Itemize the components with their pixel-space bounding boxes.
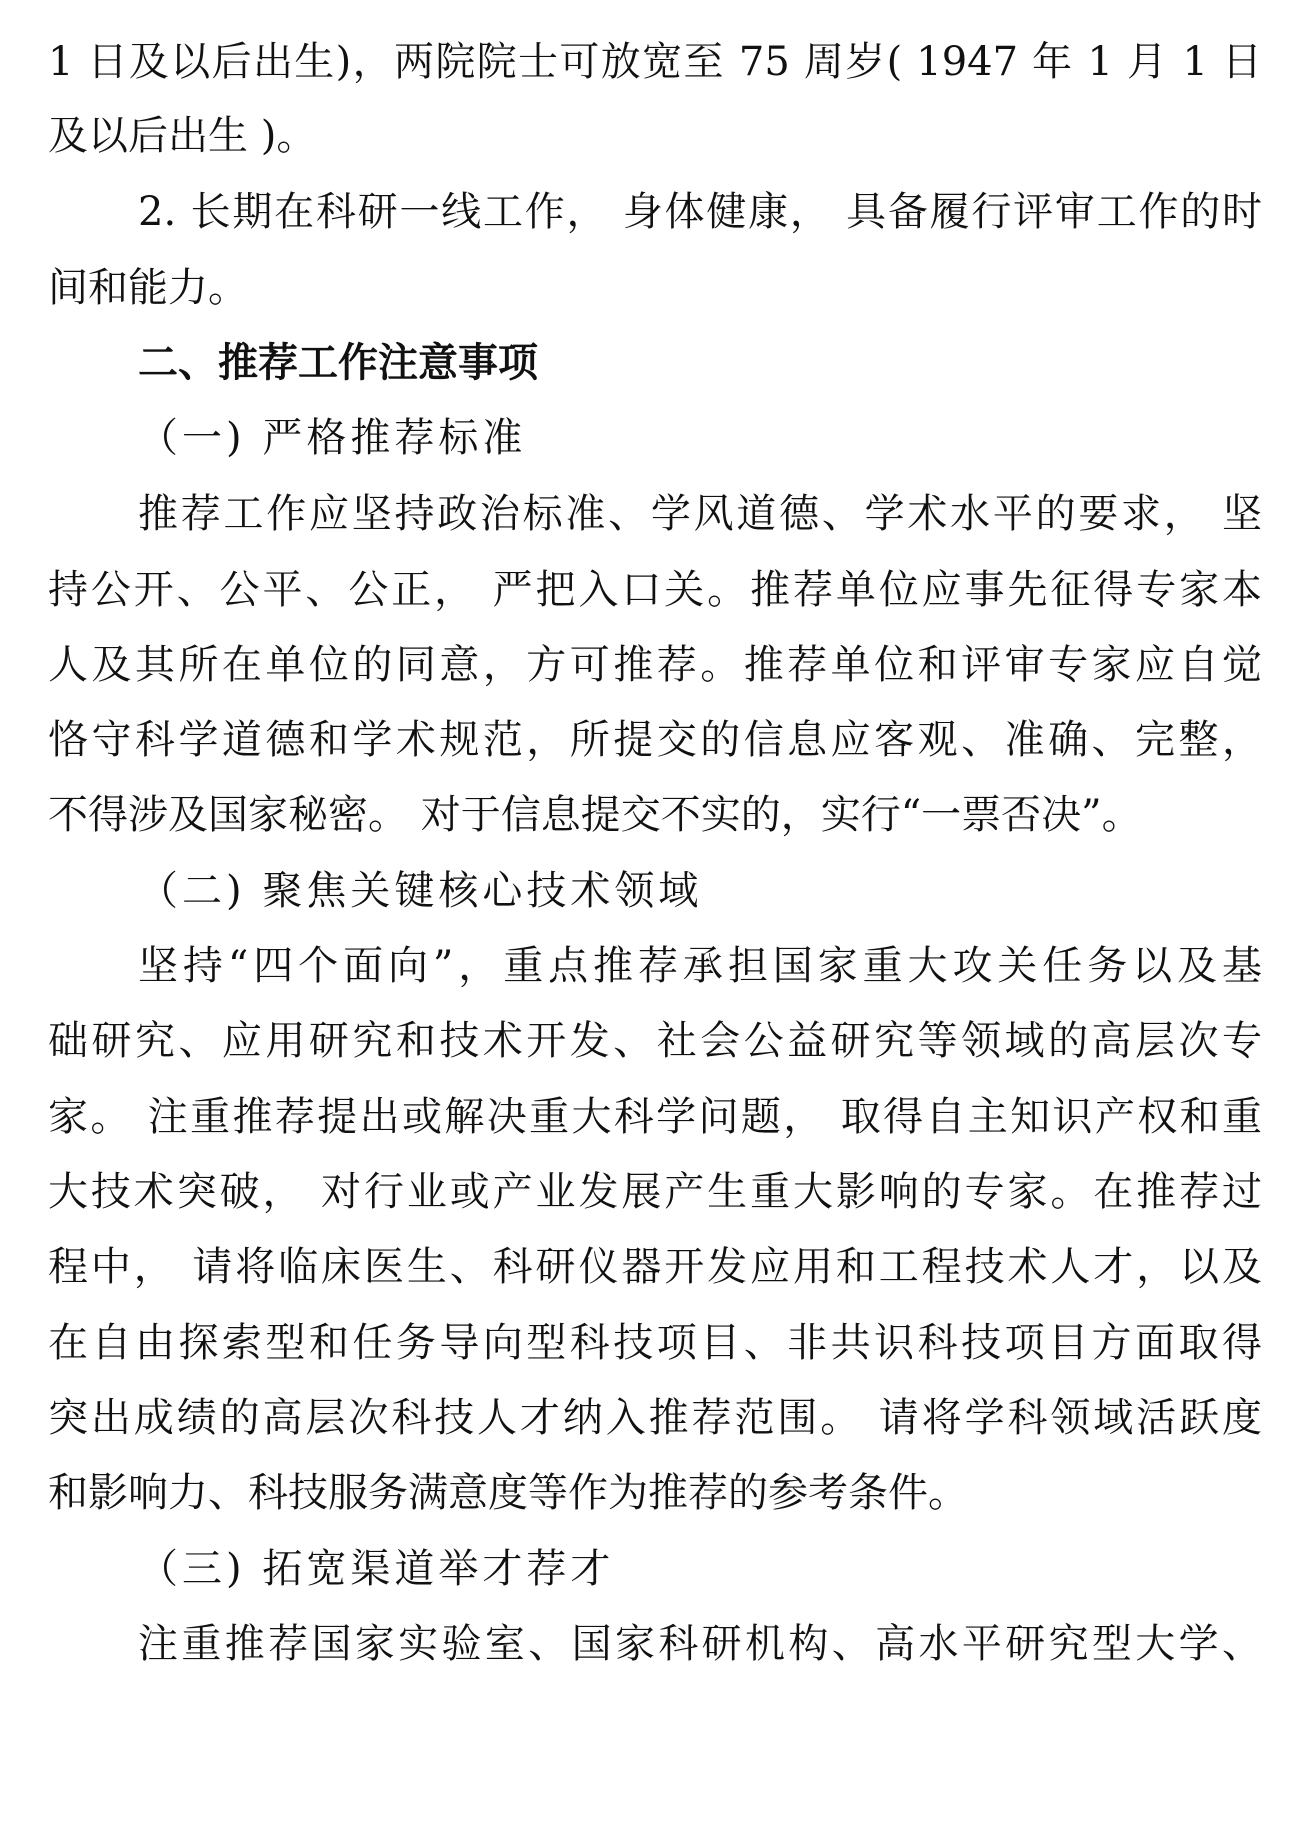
body-text-line: 程中， 请将临床医生、科研仪器开发应用和工程技术人才，以及 <box>48 1244 1262 1290</box>
paragraph-first-line: 坚持“四个面向”，重点推荐承担国家重大攻关任务以及基 <box>138 943 1262 989</box>
body-text-line: 持公开、公平、公正， 严把入口关。推荐单位应事先征得专家本 <box>48 567 1262 613</box>
body-text-line: 和影响力、科技服务满意度等作为推荐的参考条件。 <box>48 1470 968 1516</box>
body-text-line: 人及其所在单位的同意，方可推荐。推荐单位和评审专家应自觉 <box>48 642 1262 688</box>
body-text-line: 突出成绩的高层次科技人才纳入推荐范围。 请将学科领域活跃度 <box>48 1395 1262 1441</box>
body-text-line: 1 日及以后出生)，两院院士可放宽至 75 周岁( 1947 年 1 月 1 日 <box>48 39 1262 85</box>
body-text-line: 恪守科学道德和学术规范，所提交的信息应客观、准确、完整， <box>48 717 1262 763</box>
body-text-line: 在自由探索型和任务导向型科技项目、非共识科技项目方面取得 <box>48 1320 1262 1366</box>
list-item-line: 2. 长期在科研一线工作， 身体健康， 具备履行评审工作的时 <box>138 189 1262 235</box>
body-text-line: 间和能力。 <box>48 265 248 311</box>
body-text-line: 及以后出生 )。 <box>48 113 317 159</box>
paragraph-first-line: 注重推荐国家实验室、国家科研机构、高水平研究型大学、 <box>138 1621 1262 1667</box>
paragraph-first-line: 推荐工作应坚持政治标准、学风道德、学术水平的要求， 坚 <box>138 491 1262 537</box>
subsection-heading: （三) 拓宽渠道举才荐才 <box>138 1546 615 1592</box>
subsection-heading: （一) 严格推荐标准 <box>138 415 527 461</box>
section-heading: 二、推荐工作注意事项 <box>138 340 538 386</box>
body-text-line: 不得涉及国家秘密。 对于信息提交不实的，实行“一票否决”。 <box>48 792 1142 838</box>
body-text-line: 础研究、应用研究和技术开发、社会公益研究等领域的高层次专 <box>48 1018 1262 1064</box>
body-text-line: 大技术突破， 对行业或产业发展产生重大影响的专家。在推荐过 <box>48 1169 1262 1215</box>
subsection-heading: （二) 聚焦关键核心技术领域 <box>138 868 703 914</box>
body-text-line: 家。 注重推荐提出或解决重大科学问题， 取得自主知识产权和重 <box>48 1094 1262 1140</box>
